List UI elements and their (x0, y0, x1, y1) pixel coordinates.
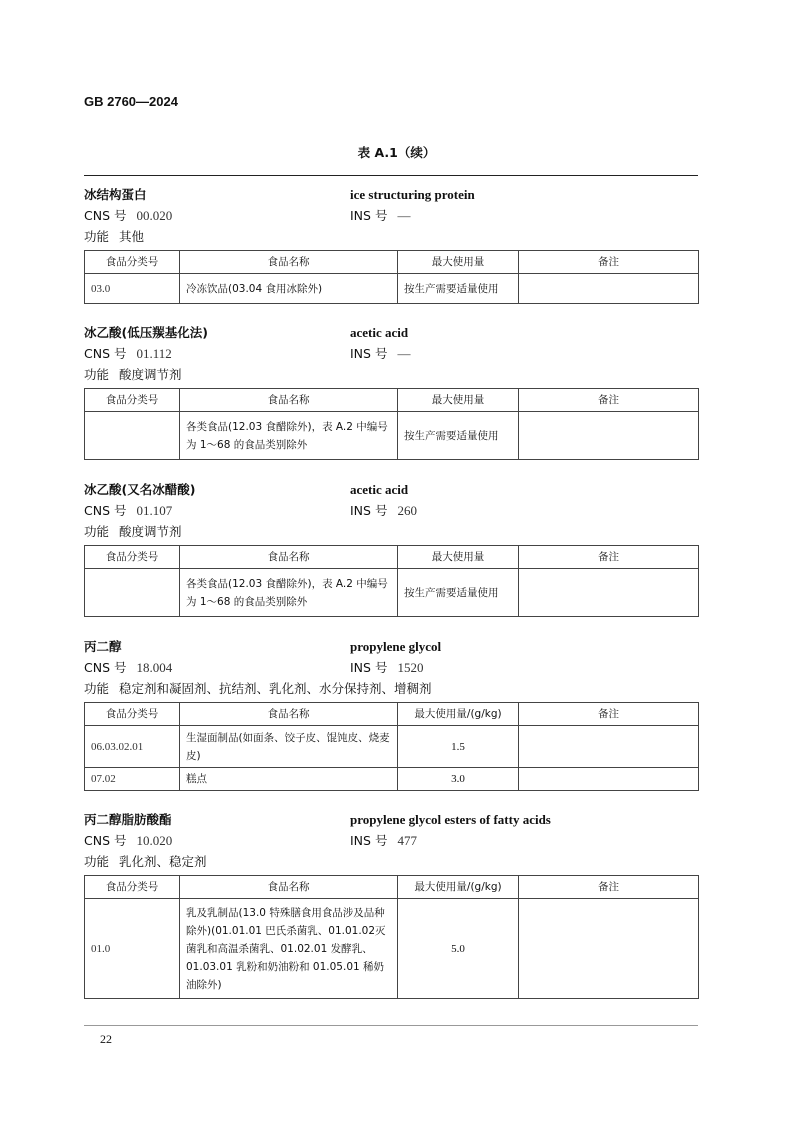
function-value: 酸度调节剂 (119, 367, 182, 382)
table-row (85, 726, 699, 768)
cell-max-usage: 1.5 (398, 726, 519, 768)
table-header-row (85, 389, 699, 412)
entry-name-line (84, 636, 698, 657)
function-value: 稳定剂和凝固剂、抗结剂、乳化剂、水分保持剂、增稠剂 (119, 681, 432, 696)
cell-note (519, 899, 699, 999)
cns-value: 10.020 (136, 833, 173, 848)
ins-value: 1520 (397, 660, 424, 675)
cell-note (519, 412, 699, 460)
footer-divider (84, 1025, 698, 1026)
col-header-food-name: 食品名称 (180, 389, 398, 412)
cell-note (519, 768, 699, 791)
cell-category: 06.03.02.01 (85, 726, 180, 768)
entry-name-line (84, 322, 698, 343)
table-row (85, 569, 699, 617)
cns-value: 01.112 (136, 346, 172, 361)
col-header-note: 备注 (519, 876, 699, 899)
cns-label: CNS 号 (84, 503, 127, 518)
top-divider (84, 175, 698, 176)
table-header-row (85, 546, 699, 569)
col-header-category: 食品分类号 (85, 876, 180, 899)
col-header-food-name: 食品名称 (180, 703, 398, 726)
standard-code: GB 2760—2024 (84, 94, 178, 109)
col-header-note: 备注 (519, 546, 699, 569)
ins-label: INS 号 (350, 503, 388, 518)
cns-value: 00.020 (136, 208, 173, 223)
col-header-note: 备注 (519, 703, 699, 726)
function-label: 功能 (84, 681, 110, 696)
usage-table (84, 702, 699, 791)
usage-table (84, 545, 699, 617)
usage-table (84, 875, 699, 999)
function-label: 功能 (84, 229, 110, 244)
entry-name-cn: 丙二醇脂肪酸酯 (84, 812, 172, 827)
cns-value: 18.004 (136, 660, 173, 675)
entry-name-cn: 冰结构蛋白 (84, 187, 147, 202)
cell-category: 03.0 (85, 274, 180, 304)
ins-value: 260 (397, 503, 417, 518)
table-row (85, 412, 699, 460)
ins-label: INS 号 (350, 833, 388, 848)
additive-entry-glacial-acetic-acid (84, 479, 698, 617)
cell-category: 01.0 (85, 899, 180, 999)
entry-name-line (84, 184, 698, 205)
entry-name-en: ice structuring protein (350, 187, 475, 202)
col-header-max-usage: 最大使用量/(g/kg) (398, 703, 519, 726)
col-header-note: 备注 (519, 389, 699, 412)
function-value: 酸度调节剂 (119, 524, 182, 539)
cell-food-name: 冷冻饮品(03.04 食用冰除外) (180, 274, 398, 304)
entry-function-line (84, 226, 698, 247)
col-header-max-usage: 最大使用量 (398, 251, 519, 274)
table-row (85, 899, 699, 999)
ins-label: INS 号 (350, 660, 388, 675)
cell-max-usage: 5.0 (398, 899, 519, 999)
cell-max-usage: 3.0 (398, 768, 519, 791)
entry-code-line (84, 205, 698, 226)
table-header-row (85, 703, 699, 726)
col-header-category: 食品分类号 (85, 389, 180, 412)
col-header-category: 食品分类号 (85, 251, 180, 274)
additive-entry-propylene-glycol-esters (84, 809, 698, 999)
cell-food-name: 各类食品(12.03 食醋除外)，表 A.2 中编号为 1～68 的食品类别除外 (180, 412, 398, 460)
usage-table (84, 388, 699, 460)
cell-food-name: 乳及乳制品(13.0 特殊膳食用食品涉及品种除外)(01.01.01 巴氏杀菌乳、01.01.02灭菌乳和高温杀菌乳、01.02.01 发酵乳、01.03.01 乳粉和奶油粉和 01.05.01 稀奶油除外) (180, 899, 398, 999)
entry-name-en: propylene glycol (350, 639, 442, 654)
ins-label: INS 号 (350, 346, 388, 361)
table-row (85, 274, 699, 304)
col-header-category: 食品分类号 (85, 546, 180, 569)
cell-category: 07.02 (85, 768, 180, 791)
entry-name-en: acetic acid (350, 482, 409, 497)
col-header-food-name: 食品名称 (180, 876, 398, 899)
cell-note (519, 274, 699, 304)
cns-label: CNS 号 (84, 833, 127, 848)
additive-entry-acetic-acid-low-pressure (84, 322, 698, 460)
table-header-row (85, 251, 699, 274)
ins-value: — (397, 346, 411, 361)
ins-value: 477 (397, 833, 417, 848)
entry-code-line (84, 500, 698, 521)
table-header-row (85, 876, 699, 899)
entry-name-en: acetic acid (350, 325, 409, 340)
entry-name-cn: 冰乙酸(又名冰醋酸) (84, 482, 196, 497)
entry-name-en: propylene glycol esters of fatty acids (350, 812, 551, 827)
cell-food-name: 生湿面制品(如面条、饺子皮、馄饨皮、烧麦皮) (180, 726, 398, 768)
function-value: 乳化剂、稳定剂 (119, 854, 207, 869)
cell-food-name: 糕点 (180, 768, 398, 791)
col-header-food-name: 食品名称 (180, 251, 398, 274)
cell-note (519, 726, 699, 768)
table-caption: 表 A.1（续） (357, 145, 436, 160)
entry-code-line (84, 343, 698, 364)
cell-category (85, 569, 180, 617)
page-number: 22 (100, 1032, 112, 1046)
entry-name-cn: 冰乙酸(低压羰基化法) (84, 325, 208, 340)
cns-value: 01.107 (136, 503, 173, 518)
ins-label: INS 号 (350, 208, 388, 223)
additive-entry-propylene-glycol (84, 636, 698, 791)
cell-category (85, 412, 180, 460)
entry-function-line (84, 678, 698, 699)
cns-label: CNS 号 (84, 208, 127, 223)
entry-name-line (84, 479, 698, 500)
col-header-note: 备注 (519, 251, 699, 274)
col-header-max-usage: 最大使用量 (398, 546, 519, 569)
usage-table (84, 250, 699, 304)
entry-code-line (84, 657, 698, 678)
cell-max-usage: 按生产需要适量使用 (398, 569, 519, 617)
cns-label: CNS 号 (84, 346, 127, 361)
col-header-category: 食品分类号 (85, 703, 180, 726)
ins-value: — (397, 208, 411, 223)
entry-function-line (84, 521, 698, 542)
entry-name-cn: 丙二醇 (84, 639, 122, 654)
function-label: 功能 (84, 367, 110, 382)
function-label: 功能 (84, 524, 110, 539)
col-header-food-name: 食品名称 (180, 546, 398, 569)
cell-food-name: 各类食品(12.03 食醋除外)，表 A.2 中编号为 1～68 的食品类别除外 (180, 569, 398, 617)
entry-function-line (84, 851, 698, 872)
entry-name-line (84, 809, 698, 830)
function-label: 功能 (84, 854, 110, 869)
col-header-max-usage: 最大使用量/(g/kg) (398, 876, 519, 899)
cell-max-usage: 按生产需要适量使用 (398, 412, 519, 460)
cell-note (519, 569, 699, 617)
additive-entry-ice-structuring-protein (84, 184, 698, 304)
entry-code-line (84, 830, 698, 851)
col-header-max-usage: 最大使用量 (398, 389, 519, 412)
function-value: 其他 (119, 229, 145, 244)
cell-max-usage: 按生产需要适量使用 (398, 274, 519, 304)
table-row (85, 768, 699, 791)
entry-function-line (84, 364, 698, 385)
cns-label: CNS 号 (84, 660, 127, 675)
